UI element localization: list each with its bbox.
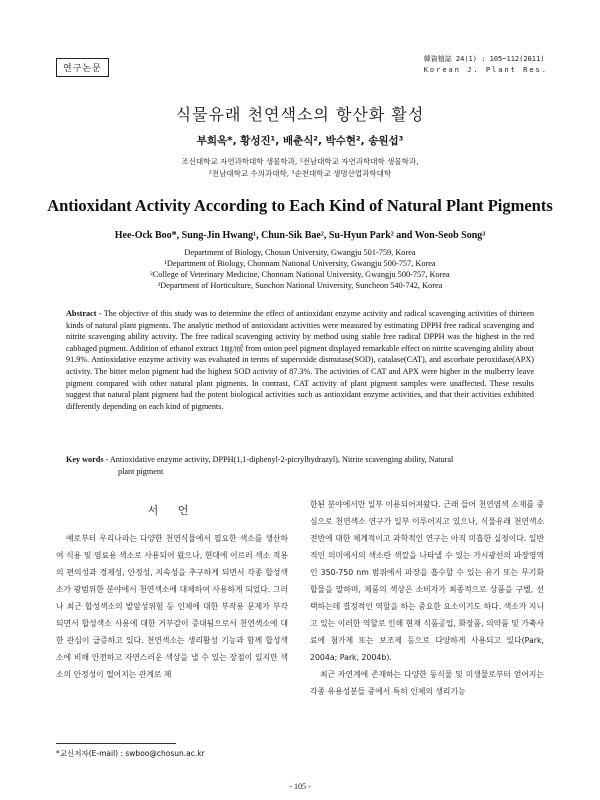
keywords-text: - Antioxidative enzyme activity, DPPH(1,1-diphenyl-2-picrylhydrazyl), Nitrite scavenging ability, Natural bbox=[103, 455, 454, 464]
corresponding-author-footnote: *교신저자(E-mail) : swboo@chosun.ac.kr bbox=[56, 749, 205, 758]
page-number: - 105 - bbox=[289, 782, 311, 791]
korean-affiliation-2: ²전남대학교 수의과대학, ³순천대학교 생명산업과학대학 bbox=[208, 169, 392, 178]
english-affiliation-1: Department of Biology, Chosun University, Gwangju 501-759, Korea bbox=[184, 248, 416, 257]
intro-paragraph-3: 최근 자연계에 존재하는 다양한 동식물 및 미생물로부터 얻어지는 각종 유용성분들 중에서 특히 인체의 생리기능 bbox=[310, 670, 544, 696]
english-affiliation-2: ¹Department of Biology, Chonnam National University, Gwangju 500-757, Korea bbox=[164, 259, 436, 268]
section-title: 서 언 bbox=[147, 504, 197, 517]
body-right-column bbox=[310, 496, 544, 700]
english-affiliation-4: ³Department of Horticulture, Sunchon National University, Suncheon 540-742, Korea bbox=[157, 281, 443, 290]
english-authors: Hee-Ock Boo*, Sung-Jin Hwang¹, Chun-Sik Bae², Su-Hyun Park² and Won-Seob Song³ bbox=[114, 230, 486, 241]
abstract-text: - The objective of this study was to determine the effect of antioxidant enzyme activity and radical scavenging activities of thirteen kinds of natural plant pigments. The analytic method of antioxidant activities were measured by estimating DPPH free radical scavenging and nitrite scavenging ability activity. The free radical scavenging activity by method using stable free radical DPPH was the highest in the red cabbaged pigment. Addition of ethanol extract 1㎎/㎖ from onion peel pigment displayed remarkable effect on nitrite scavenging ability about 91.9%. Antioxidative enzyme activity was evaluated in terms of superoxide dismutase(SOD), catalase(CAT), and ascorbate peroxidase(APX) activity. The bitter melon pigment had the highest SOD activity of 87.3%. The activities of CAT and APX were higher in the mulberry leave pigment compared with other natural plant pigments. In contrast, CAT activity of plant pigment samples were unaffected. These results suggest that natural plant pigment had the potent biological activities such as antioxidant enzyme activities, and that their activities exhibited differently depending on each kind of pigments. bbox=[66, 309, 534, 411]
korean-authors: 부희옥*, 황성진¹, 배춘식², 박수현², 송원섭³ bbox=[196, 135, 404, 147]
body-left-column bbox=[56, 496, 288, 683]
keywords-label: Key words bbox=[66, 455, 104, 464]
english-title: Antioxidant Activity According to Each Kind of Natural Plant Pigments bbox=[47, 196, 553, 215]
keywords-text-continued: plant pigment bbox=[118, 466, 164, 476]
article-type-badge: 연구논문 bbox=[56, 58, 109, 77]
footnote-divider bbox=[56, 743, 176, 744]
korean-affiliation-1: 조선대학교 자연과학대학 생물학과, ¹전남대학교 자연과학대학 생물학과, bbox=[181, 157, 419, 166]
intro-paragraph-2: 한된 분야에서만 일부 이용되어져왔다. 근래 들어 천연염색 소재를 중심으로 천연색소 연구가 일부 이루어지고 있으나, 식물유래 천연색소 전반에 대한 체계적이고 과학적인 연구는 아직 미흡한 실정이다. 일반적인 의미에서의 색소란 색깔을 나타낼 수 있는 가시광선의 파장영역인 350-750 nm 범위에서 파장을 흡수할 수 있는 유기 또는 무기화합물을 말하며, 제품의 색상은 소비자가 최종적으로 상품을 구별, 선택하는데 결정적인 역할을 하는 중요한 요소이기도 하다. 색소가 지니고 있는 이러한 역할로 인해 현재 식품공업, 화장품, 의약품 및 가축사료에 첨가제 또는 보조제 등으로 다양하게 사용되고 있다(Park, 2004a; Park, 2004b). bbox=[310, 500, 544, 662]
intro-paragraph-1: 예로부터 우리나라는 다양한 천연식물에서 필요한 색소를 생산하여 식용 및 염료용 색소로 사용되어 왔으나, 현대에 이르러 색소 적용의 편의성과 경제성, 안정성, 지속성을 추구하게 되면서 각종 합성색소가 광범위한 분야에서 천연색소에 대체하여 사용하게 되었다. 그러나 최근 합성색소의 발암성위험 등 인체에 대한 부작용 문제가 부각되면서 합성색소 사용에 대한 거부감이 증대됨으로서 천연색소에 대한 관심이 급증하고 있다. 천연색소는 생리활성 기능과 함께 합성색소에 비해 안전하고 자연스러운 색상을 낼 수 있는 장점이 있지만 색소의 안정성이 떨어지는 관계로 제 bbox=[56, 534, 288, 679]
journal-citation-line2: Korean J. Plant Res. bbox=[423, 66, 548, 74]
korean-title: 식물유래 천연색소의 항산화 활성 bbox=[175, 105, 425, 124]
abstract-label: Abstract bbox=[66, 309, 97, 318]
journal-citation bbox=[424, 54, 548, 76]
journal-citation-line1: 韓資植誌 24(1) : 105~112(2011) bbox=[423, 55, 545, 63]
abstract bbox=[66, 308, 534, 412]
english-affiliation-3: ²College of Veterinary Medicine, Chonnam National University, Gwangju 500-757, Korea bbox=[150, 270, 450, 279]
keywords bbox=[66, 454, 534, 477]
